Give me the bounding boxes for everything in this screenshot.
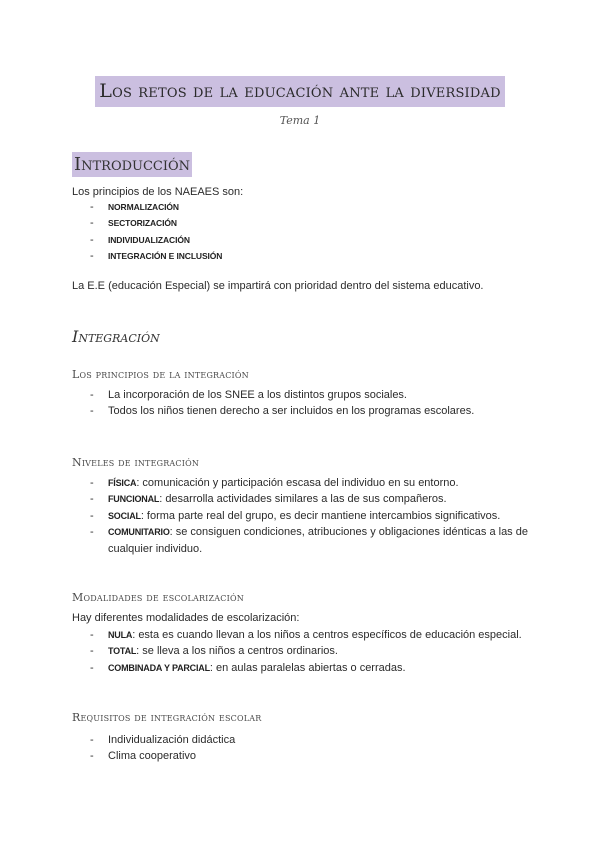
list-item — [72, 508, 532, 524]
page-subtitle: Tema 1 — [279, 114, 321, 127]
level-text: : forma parte real del grupo, es decir mantiene intercambios significativos. — [140, 509, 501, 522]
list-item — [72, 475, 532, 491]
dash-bullet: - — [90, 750, 94, 763]
principles-list — [72, 199, 532, 265]
requirements-list — [72, 732, 532, 765]
level-term: FUNCIONAL — [108, 494, 160, 505]
modality-term: NULA — [108, 630, 133, 640]
modality-text: : esta es cuando llevan a los niños a centros específicos de educación especial. — [132, 629, 522, 641]
level-term: COMUNITARIO — [108, 527, 170, 538]
dash-bullet: - — [90, 250, 94, 263]
dash-bullet: - — [90, 217, 94, 230]
principle-label: INTEGRACIÓN E INCLUSIÓN — [108, 251, 223, 262]
list-item — [72, 732, 532, 748]
level-text: : comunicación y participación escasa del individuo en su entorno. — [136, 477, 459, 489]
page-title: Los retos de la educación ante la diversidad — [95, 76, 504, 107]
principle-label: INDIVIDUALIZACIÓN — [108, 234, 190, 245]
section-heading-introduccion: Introducción — [74, 154, 191, 175]
modalities-list — [72, 627, 532, 676]
modality-text: : en aulas paralelas abiertas o cerradas. — [209, 661, 406, 674]
principle-label: NORMALIZACIÓN — [108, 202, 179, 212]
levels-list — [72, 475, 532, 557]
list-item — [72, 215, 532, 231]
integration-principles-list — [72, 387, 532, 420]
level-term: FÍSICA — [108, 478, 137, 488]
list-item — [72, 660, 532, 676]
dash-bullet: - — [90, 233, 94, 246]
list-item — [72, 643, 532, 659]
list-item — [72, 627, 532, 643]
dash-bullet: - — [90, 477, 94, 489]
list-item — [72, 524, 532, 557]
intro-note: La E.E (educación Especial) se impartirá con prioridad dentro del sistema educativo. — [72, 280, 484, 292]
list-text: Todos los niños tienen derecho a ser incluidos en los programas escolares. — [108, 405, 475, 418]
title-wrap — [0, 76, 600, 107]
list-item — [72, 232, 532, 248]
principle-label: SECTORIZACIÓN — [108, 218, 177, 229]
subheading-principios: Los principios de la integración — [72, 368, 249, 381]
modality-term: TOTAL — [108, 646, 137, 657]
dash-bullet: - — [90, 493, 94, 506]
dash-bullet: - — [90, 201, 94, 213]
list-text: Clima cooperativo — [108, 750, 197, 763]
subheading-requisitos: Requisitos de integración escolar — [72, 711, 262, 724]
list-text: La incorporación de los SNEE a los distintos grupos sociales. — [108, 389, 407, 401]
level-term: SOCIAL — [108, 510, 141, 521]
dash-bullet: - — [90, 645, 94, 658]
dash-bullet: - — [90, 389, 94, 401]
dash-bullet: - — [90, 526, 94, 539]
dash-bullet: - — [90, 661, 94, 674]
modality-text: : se lleva a los niños a centros ordinarios. — [136, 645, 338, 658]
modality-term: COMBINADA Y PARCIAL — [108, 662, 210, 673]
list-item — [72, 248, 532, 264]
list-item — [72, 491, 532, 507]
list-item — [72, 748, 532, 764]
intro-lead: Los principios de los NAEAES son: — [72, 186, 244, 198]
section-heading-integracion: Integración — [72, 327, 160, 346]
level-text: : se consiguen condiciones, atribuciones y obligaciones idénticas a las de cualquier individuo. — [108, 526, 528, 555]
dash-bullet: - — [90, 734, 94, 746]
subheading-niveles: Niveles de integración — [72, 456, 200, 469]
dash-bullet: - — [90, 405, 94, 418]
subheading-modalidades: Modalidades de escolarización — [72, 591, 244, 604]
list-item — [72, 403, 532, 419]
list-item — [72, 387, 532, 403]
level-text: : desarrolla actividades similares a las de sus compañeros. — [159, 493, 447, 506]
list-text: Individualización didáctica — [108, 734, 236, 746]
modalities-lead: Hay diferentes modalidades de escolarización: — [72, 612, 300, 624]
dash-bullet: - — [90, 629, 94, 641]
dash-bullet: - — [90, 509, 94, 522]
list-item — [72, 199, 532, 215]
